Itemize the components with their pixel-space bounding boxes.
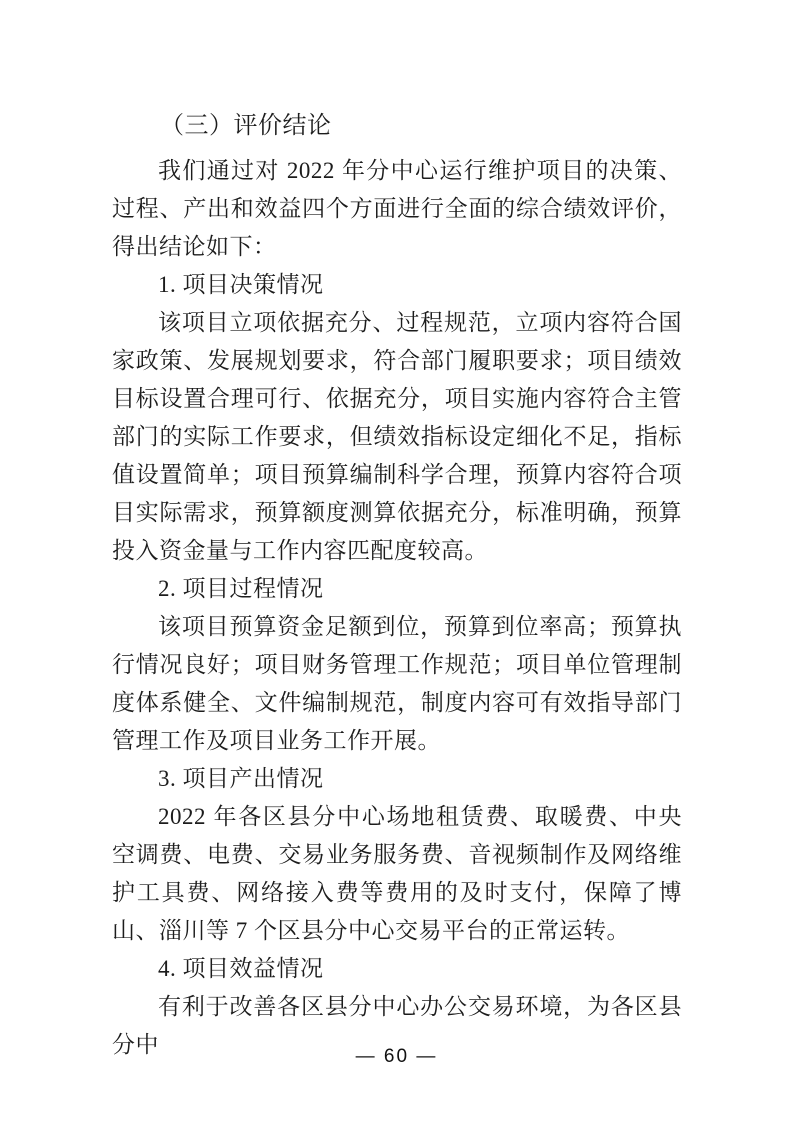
subheading-project-output: 3. 项目产出情况 (158, 766, 324, 791)
subheading-project-benefit: 4. 项目效益情况 (158, 956, 324, 981)
subheading-project-decision: 1. 项目决策情况 (158, 272, 324, 297)
paragraph-project-benefit: 有利于改善各区县分中心办公交易环境，为各区县分中 (112, 994, 682, 1057)
paragraph-project-decision: 该项目立项依据充分、过程规范，立项内容符合国家政策、发展规划要求，符合部门履职要求；项目绩效目标设置合理可行、依据充分，项目实施内容符合主管部门的实际工作要求，但绩效指标设定细化不足，指标值设置简单；项目预算编制科学合理，预算内容符合项目实际需求，预算额度测算依据充分，标准明确，预算投入资金量与工作内容匹配度较高。 (112, 310, 682, 563)
document-body (112, 106, 682, 1064)
section-heading: （三）评价结论 (160, 113, 332, 139)
subheading-project-process: 2. 项目过程情况 (158, 576, 324, 601)
paragraph-evaluation-overview: 我们通过对 2022 年分中心运行维护项目的决策、过程、产出和效益四个方面进行全面的综合绩效评价，得出结论如下： (112, 158, 682, 259)
paragraph-project-process: 该项目预算资金足额到位，预算到位率高；预算执行情况良好；项目财务管理工作规范；项目单位管理制度体系健全、文件编制规范，制度内容可有效指导部门管理工作及项目业务工作开展。 (112, 614, 682, 753)
paragraph-project-output: 2022 年各区县分中心场地租赁费、取暖费、中央空调费、电费、交易业务服务费、音视频制作及网络维护工具费、网络接入费等费用的及时支付，保障了博山、淄川等 7 个区县分中心交易平台的正常运转。 (112, 804, 682, 943)
page-number: — 60 — (355, 1046, 438, 1067)
